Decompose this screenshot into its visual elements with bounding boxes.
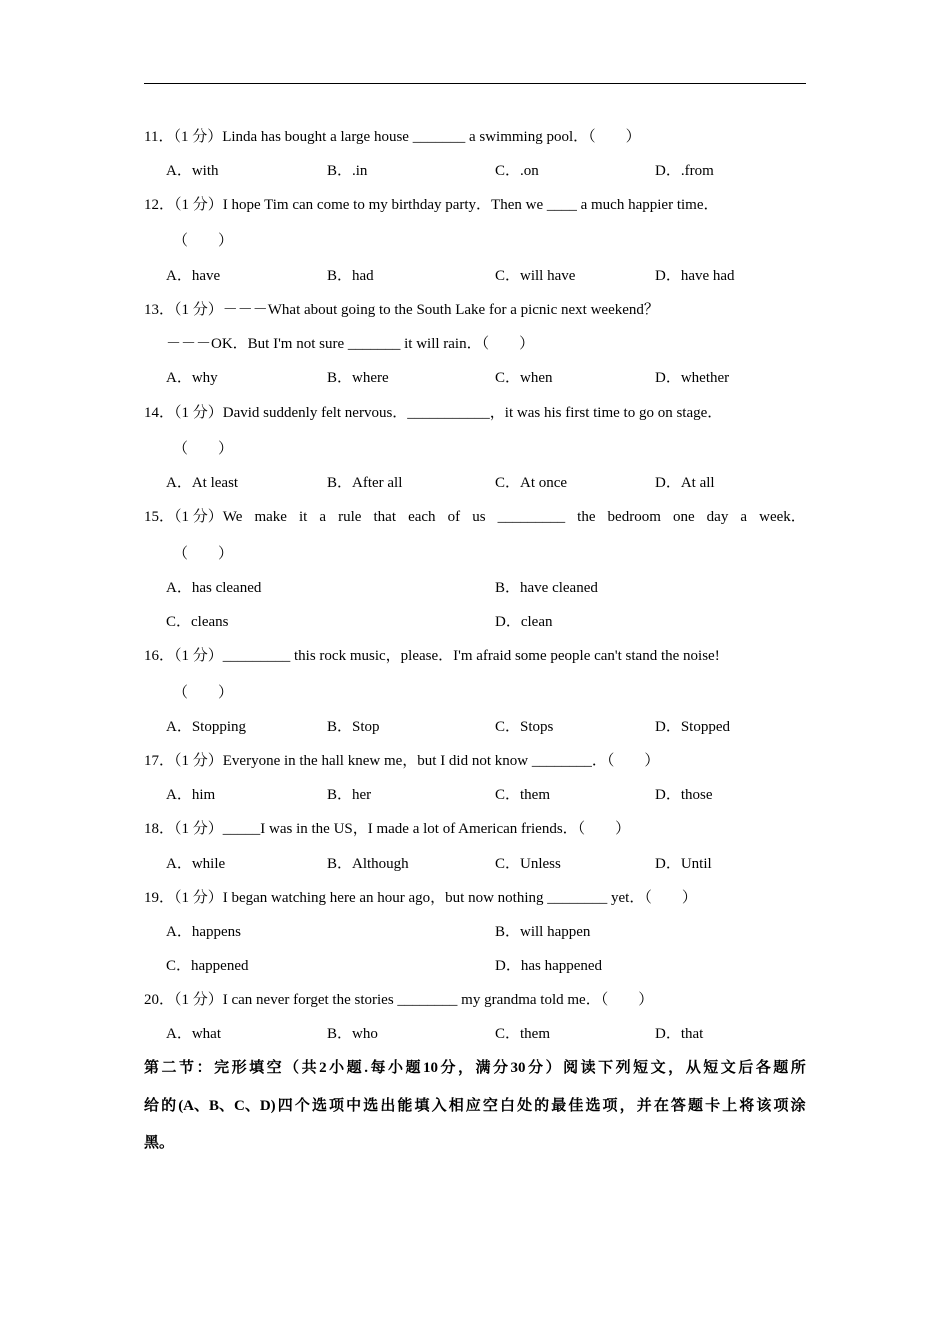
section-heading-char: ： bbox=[196, 1060, 212, 1076]
option-b[interactable]: B．where bbox=[327, 370, 389, 386]
option-d[interactable]: D．those bbox=[655, 787, 713, 803]
section-heading-char: 涂 bbox=[790, 1098, 806, 1114]
stem-word: bedroom bbox=[607, 509, 661, 525]
question-18-options bbox=[166, 855, 806, 873]
section-heading-char: . bbox=[364, 1060, 368, 1076]
question-19-stem: 19．（1 分）I began watching here an hour ago，but now nothing ________ yet．（ ） bbox=[144, 890, 697, 906]
section-heading-char: ， bbox=[668, 1060, 684, 1076]
option-a[interactable]: A．has cleaned bbox=[166, 580, 262, 596]
option-a[interactable]: A．while bbox=[166, 856, 226, 872]
option-a[interactable]: A．why bbox=[166, 370, 218, 386]
header-rule bbox=[144, 83, 806, 84]
section-heading-char: 项 bbox=[773, 1098, 789, 1114]
question-13-options bbox=[166, 369, 806, 387]
section-heading-char: 分 bbox=[493, 1060, 509, 1076]
option-a[interactable]: A．with bbox=[166, 163, 219, 179]
section-heading-char: 从 bbox=[685, 1060, 701, 1076]
stem-word: day bbox=[706, 509, 729, 525]
option-c[interactable]: C．will have bbox=[495, 268, 576, 284]
section-heading-char: 四 bbox=[277, 1098, 293, 1114]
section-heading-char: 完 bbox=[214, 1060, 230, 1076]
section-heading-char: 入 bbox=[431, 1098, 447, 1114]
answer-parentheses: （ ） bbox=[173, 546, 234, 562]
stem-word: 15．（1 分）We bbox=[144, 509, 243, 525]
section-heading-char: 相 bbox=[448, 1098, 464, 1114]
option-a[interactable]: A．Stopping bbox=[166, 719, 247, 735]
section-heading-char: 读 bbox=[580, 1060, 596, 1076]
section-heading-char: 选 bbox=[585, 1098, 601, 1114]
section-heading-char: 应 bbox=[465, 1098, 481, 1114]
section-heading-char: ， bbox=[619, 1098, 635, 1114]
option-b[interactable]: B．.in bbox=[327, 163, 368, 179]
stem-word: one bbox=[672, 509, 695, 525]
option-c[interactable]: C．happened bbox=[166, 958, 249, 974]
section-heading-char: ， bbox=[458, 1060, 474, 1076]
section-heading-char: 空 bbox=[266, 1060, 282, 1076]
option-b[interactable]: B．Although bbox=[327, 856, 409, 872]
section-heading-char: (A、B、C、D) bbox=[178, 1098, 276, 1114]
option-c[interactable]: C．when bbox=[495, 370, 553, 386]
section-heading-char: 项 bbox=[602, 1098, 618, 1114]
answer-parentheses: （ ） bbox=[173, 441, 234, 457]
option-d[interactable]: D．have had bbox=[655, 268, 735, 284]
option-b[interactable]: B．who bbox=[327, 1026, 378, 1042]
section-heading-line-3: 黑。 bbox=[144, 1135, 175, 1151]
question-13-stem: 13．（1 分）－－－What about going to the South Lake for a picnic next weekend？ bbox=[144, 302, 659, 318]
section-heading-line-2 bbox=[144, 1097, 806, 1115]
section-heading-char: 的 bbox=[161, 1098, 177, 1114]
section-heading-char: 佳 bbox=[568, 1098, 584, 1114]
option-c[interactable]: C．them bbox=[495, 787, 550, 803]
stem-word: rule bbox=[338, 509, 362, 525]
section-heading-char: 每 bbox=[370, 1060, 386, 1076]
stem-word: the bbox=[577, 509, 596, 525]
section-heading-char: 项 bbox=[329, 1098, 345, 1114]
option-c[interactable]: C．them bbox=[495, 1026, 550, 1042]
section-heading-char: 短 bbox=[633, 1060, 649, 1076]
option-d[interactable]: D．Until bbox=[655, 856, 712, 872]
section-heading-char: 形 bbox=[231, 1060, 247, 1076]
question-20-stem: 20．（1 分）I can never forget the stories ________ my grandma told me．（ ） bbox=[144, 992, 654, 1008]
section-heading-char: ） bbox=[545, 1060, 561, 1076]
option-d[interactable]: D．Stopped bbox=[655, 719, 731, 735]
section-heading-char: 题 bbox=[405, 1060, 421, 1076]
section-heading-char: 文 bbox=[650, 1060, 666, 1076]
option-b[interactable]: B．After all bbox=[327, 475, 403, 491]
option-c[interactable]: C．Stops bbox=[495, 719, 554, 735]
option-b[interactable]: B．will happen bbox=[495, 924, 591, 940]
answer-blank: _________ bbox=[497, 509, 566, 525]
option-d[interactable]: D．whether bbox=[655, 370, 730, 386]
question-16-stem: 16．（1 分）_________ this rock music，please．I'm afraid some people can't stand the noise! bbox=[144, 648, 720, 664]
stem-word: of bbox=[447, 509, 461, 525]
section-heading-char: 短 bbox=[703, 1060, 719, 1076]
section-heading-char: 下 bbox=[598, 1060, 614, 1076]
section-heading-char: 将 bbox=[739, 1098, 755, 1114]
section-heading-char: 个 bbox=[294, 1098, 310, 1114]
section-heading-char: 阅 bbox=[563, 1060, 579, 1076]
question-15-options-row-2 bbox=[166, 613, 806, 631]
stem-word: it bbox=[298, 509, 308, 525]
section-heading-char: 分 bbox=[528, 1060, 544, 1076]
section-heading-char: 填 bbox=[249, 1060, 265, 1076]
section-heading-char: 满 bbox=[475, 1060, 491, 1076]
option-d[interactable]: D．has happened bbox=[495, 958, 603, 974]
stem-word: us bbox=[472, 509, 486, 525]
section-heading-char: 在 bbox=[653, 1098, 669, 1114]
question-15-stem bbox=[144, 508, 806, 526]
section-heading-char: （ bbox=[284, 1060, 300, 1076]
section-heading-char: 2 bbox=[319, 1060, 327, 1076]
option-d[interactable]: D．.from bbox=[655, 163, 714, 179]
question-15-options-row-1 bbox=[166, 579, 806, 597]
question-14-stem: 14．（1 分）David suddenly felt nervous．___________，it was his first time to go on stage． bbox=[144, 405, 723, 421]
question-19-options-row-2 bbox=[166, 957, 806, 975]
option-a[interactable]: A．him bbox=[166, 787, 216, 803]
section-heading-char: 后 bbox=[738, 1060, 754, 1076]
section-heading-char: 并 bbox=[636, 1098, 652, 1114]
option-d[interactable]: D．that bbox=[655, 1026, 704, 1042]
section-heading-char: 节 bbox=[179, 1060, 195, 1076]
section-heading-char: 题 bbox=[773, 1060, 789, 1076]
question-20-options bbox=[166, 1025, 806, 1043]
stem-word: a bbox=[740, 509, 748, 525]
option-b[interactable]: B．had bbox=[327, 268, 374, 284]
section-heading-char: 中 bbox=[346, 1098, 362, 1114]
section-heading-char: 最 bbox=[551, 1098, 567, 1114]
section-heading-char: 答 bbox=[670, 1098, 686, 1114]
question-18-stem: 18．（1 分）_____I was in the US，I made a lot of American friends．（ ） bbox=[144, 821, 631, 837]
section-heading-char: 卡 bbox=[705, 1098, 721, 1114]
section-heading-char: 填 bbox=[414, 1098, 430, 1114]
section-heading-char: 选 bbox=[311, 1098, 327, 1114]
section-heading-char: 题 bbox=[346, 1060, 362, 1076]
section-heading-char: 小 bbox=[329, 1060, 345, 1076]
section-heading-char: 处 bbox=[517, 1098, 533, 1114]
option-c[interactable]: C．.on bbox=[495, 163, 539, 179]
section-heading-char: 所 bbox=[790, 1060, 806, 1076]
answer-parentheses: （ ） bbox=[173, 685, 234, 701]
question-14-options bbox=[166, 474, 806, 492]
stem-word: make bbox=[254, 509, 287, 525]
section-heading-char: 列 bbox=[615, 1060, 631, 1076]
stem-word: each bbox=[408, 509, 436, 525]
option-a[interactable]: A．have bbox=[166, 268, 221, 284]
option-d[interactable]: D．clean bbox=[495, 614, 553, 630]
option-c[interactable]: C．At once bbox=[495, 475, 568, 491]
question-11-stem: 11．（1 分）Linda has bought a large house _______ a swimming pool．（ ） bbox=[144, 129, 641, 145]
option-a[interactable]: A．what bbox=[166, 1026, 221, 1042]
section-heading-char: 分 bbox=[440, 1060, 456, 1076]
question-17-stem: 17．（1 分）Everyone in the hall knew me，but I did not know ________．（ ） bbox=[144, 753, 660, 769]
section-heading-char: 白 bbox=[499, 1098, 515, 1114]
section-heading-char: 上 bbox=[722, 1098, 738, 1114]
question-12-stem: 12．（1 分）I hope Tim can come to my birthday party．Then we ____ a much happier time． bbox=[144, 197, 719, 213]
option-c[interactable]: C．cleans bbox=[166, 614, 229, 630]
stem-word: a bbox=[319, 509, 327, 525]
section-heading-char: 空 bbox=[482, 1098, 498, 1114]
question-19-options-row-1 bbox=[166, 923, 806, 941]
section-heading-char: 选 bbox=[363, 1098, 379, 1114]
option-c[interactable]: C．Unless bbox=[495, 856, 561, 872]
option-d[interactable]: D．At all bbox=[655, 475, 715, 491]
option-b[interactable]: B．have cleaned bbox=[495, 580, 598, 596]
section-heading-char: 题 bbox=[688, 1098, 704, 1114]
section-heading-line-1 bbox=[144, 1059, 806, 1077]
question-11-options bbox=[166, 162, 806, 180]
answer-parentheses: （ ） bbox=[173, 233, 234, 249]
section-heading-char: 第 bbox=[144, 1060, 160, 1076]
section-heading-char: 该 bbox=[756, 1098, 772, 1114]
option-b[interactable]: B．her bbox=[327, 787, 372, 803]
section-heading-char: 共 bbox=[301, 1060, 317, 1076]
option-a[interactable]: A．happens bbox=[166, 924, 241, 940]
section-heading-char: 小 bbox=[387, 1060, 403, 1076]
question-17-options bbox=[166, 786, 806, 804]
section-heading-char: 给 bbox=[144, 1098, 160, 1114]
question-13-stem-line-2: －－－OK．But I'm not sure _______ it will rain．（ ） bbox=[166, 336, 535, 352]
question-12-options bbox=[166, 267, 806, 285]
section-heading-char: 10 bbox=[422, 1060, 438, 1076]
section-heading-char: 的 bbox=[534, 1098, 550, 1114]
section-heading-char: 出 bbox=[380, 1098, 396, 1114]
option-b[interactable]: B．Stop bbox=[327, 719, 380, 735]
option-a[interactable]: A．At least bbox=[166, 475, 239, 491]
section-heading-char: 各 bbox=[755, 1060, 771, 1076]
question-16-options bbox=[166, 718, 806, 736]
stem-word: that bbox=[373, 509, 397, 525]
section-heading-char: 二 bbox=[161, 1060, 177, 1076]
stem-word: week． bbox=[759, 509, 806, 525]
section-heading-char: 能 bbox=[397, 1098, 413, 1114]
section-heading-char: 30 bbox=[510, 1060, 526, 1076]
section-heading-char: 文 bbox=[720, 1060, 736, 1076]
